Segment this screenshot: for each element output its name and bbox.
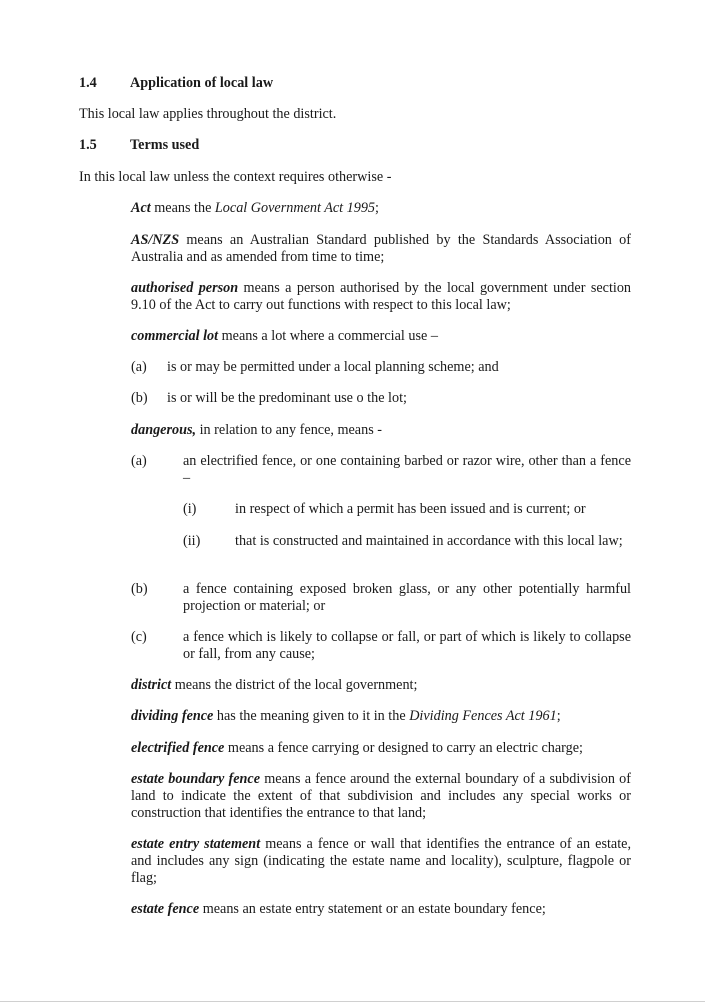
definition-text: in relation to any fence, means - [196, 422, 382, 438]
defined-term: district [131, 677, 172, 693]
section-1-4-body: This local law applies throughout the district. [79, 106, 337, 122]
list-item-label: (b) [131, 581, 148, 597]
section-number: 1.4 [79, 75, 97, 91]
list-item-text: a fence which is likely to collapse or fall, or part of which is likely to collapse or fall, from any cause; [183, 629, 631, 662]
sublist-item-text: in respect of which a permit has been issued and is current; or [235, 501, 586, 517]
definition-text: means a person authorised by the local government under section 9.10 of the Act to carry out functions with respect to this local law; [131, 280, 632, 313]
definition-asnzs [131, 232, 631, 266]
sublist-item-text: that is constructed and maintained in accordance with this local law; [235, 533, 623, 549]
definition-dividing-fence [131, 708, 631, 725]
sublist-item-label: (i) [183, 501, 197, 517]
list-item-label: (b) [131, 390, 148, 406]
definition-estate-entry-statement [131, 836, 631, 887]
list-item-text: an electrified fence, or one containing barbed or razor wire, other than a fence – [183, 453, 631, 486]
definition-text-end: ; [375, 200, 379, 216]
page-bottom-edge [0, 1001, 705, 1002]
defined-term: commercial lot [131, 328, 219, 344]
section-1-5-intro: In this local law unless the context requires otherwise - [79, 169, 392, 185]
list-item-label: (a) [131, 453, 147, 469]
section-title: Terms used [130, 137, 200, 153]
definition-authorised-person [131, 280, 631, 314]
section-title: Application of local law [130, 75, 274, 91]
definition-estate-boundary-fence [131, 771, 631, 822]
definition-act [131, 200, 631, 217]
act-title: Local Government Act 1995 [214, 200, 376, 216]
definition-text: has the meaning given to it in the [213, 708, 410, 724]
definition-electrified-fence [131, 740, 631, 757]
defined-term: dangerous, [131, 422, 197, 438]
defined-term: electrified fence [131, 740, 225, 756]
definition-text: means a fence carrying or designed to carry an electric charge; [224, 740, 583, 756]
definition-text-end: ; [556, 708, 561, 724]
definition-commercial-lot [131, 328, 631, 345]
section-1-4-heading [79, 75, 273, 92]
defined-term: dividing fence [131, 708, 214, 724]
list-item-text: is or will be the predominant use o the lot; [167, 390, 407, 406]
definition-dangerous [131, 422, 631, 439]
definition-district [131, 677, 631, 694]
definition-estate-fence [131, 901, 631, 918]
list-item-label: (c) [131, 629, 147, 645]
definition-text: means an Australian Standard published by the Standards Association of Australia and as amended from time to time; [131, 232, 631, 265]
list-item-text: is or may be permitted under a local planning scheme; and [167, 359, 499, 375]
list-item-label: (a) [131, 359, 147, 375]
definition-text: means a fence around the external boundary of a subdivision of land to indicate the extent of that subdivision and includes any special works or construction that identifies the entrance to that land; [131, 771, 631, 821]
definition-text: means a fence or wall that identifies the entrance of an estate, and includes any sign (indicating the estate name and locality), sculpture, flagpole or flag; [131, 836, 631, 886]
defined-term: estate boundary fence [131, 771, 261, 787]
definition-text: means the [150, 200, 215, 216]
defined-term: Act [131, 200, 151, 216]
defined-term: AS/NZS [131, 232, 180, 248]
sublist-item-label: (ii) [183, 533, 201, 549]
defined-term: estate fence [131, 901, 200, 917]
list-item-text: a fence containing exposed broken glass, or any other potentially harmful projection or material; or [183, 581, 631, 614]
definition-text: means a lot where a commercial use – [218, 328, 438, 344]
defined-term: authorised person [131, 280, 239, 296]
defined-term: estate entry statement [131, 836, 261, 852]
act-title: Dividing Fences Act 1961 [409, 708, 557, 724]
section-number: 1.5 [79, 137, 97, 153]
definition-text: means the district of the local government; [171, 677, 418, 693]
definition-text: means an estate entry statement or an estate boundary fence; [199, 901, 546, 917]
section-1-5-heading [79, 137, 199, 154]
